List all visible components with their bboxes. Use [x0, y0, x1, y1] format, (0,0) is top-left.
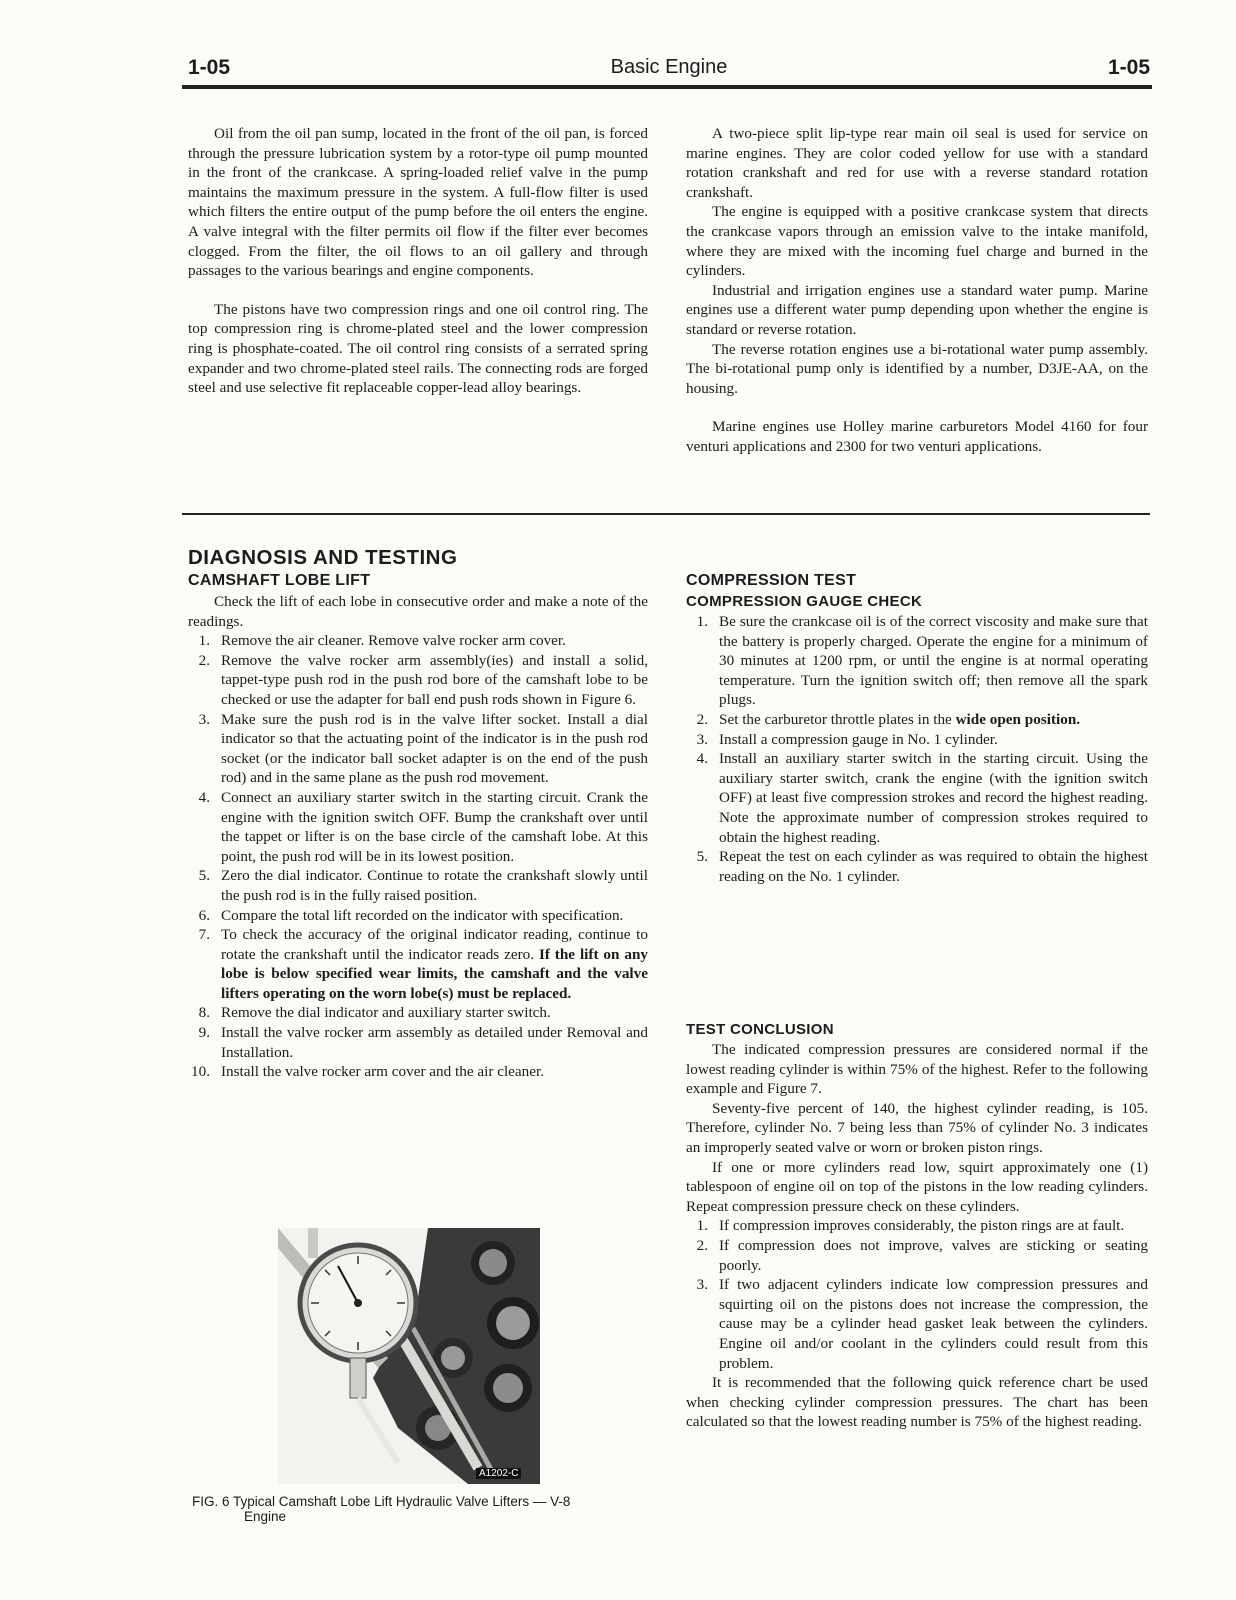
figure-caption: FIG. 6 Typical Camshaft Lobe Lift Hydraulic Valve Lifters — V-8 Engine: [192, 1494, 571, 1524]
paragraph: The engine is equipped with a positive crankcase system that directs the crankcase vapors through an emission valve to the intake manifold, where they are mixed with the incoming fuel charge and burned in the cylinders.: [686, 203, 1148, 280]
list-item: 5. Zero the dial indicator. Continue to rotate the crankshaft slowly until the push rod is in the fully raised position.: [198, 867, 648, 904]
list-item: 6. Compare the total lift recorded on the indicator with specification.: [198, 906, 624, 924]
intro-paragraph: Check the lift of each lobe in consecutive order and make a note of the readings.: [188, 593, 648, 630]
compression-steps: [686, 612, 1148, 886]
list-item: 8. Remove the dial indicator and auxiliary starter switch.: [198, 1004, 551, 1022]
paragraph: Oil from the oil pan sump, located in the front of the oil pan, is forced through the pressure lubrication system by a rotor-type oil pump mounted in the front of the crankcase. A spring-loaded relief valve in the pump maintains the maximum pressure in the system. A full-flow filter is used which filters the entire output of the pump before the oil enters the engine. A valve integral with the filter permits oil flow if the filter ever becomes clogged. From the filter, the oil flows to an oil gallery and through passages to the various bearings and engine components.: [188, 125, 648, 280]
list-item: 2. Set the carburetor throttle plates in the wide open position.: [696, 710, 1081, 728]
list-item: 9. Install the valve rocker arm assembly as detailed under Removal and Installation.: [198, 1024, 648, 1061]
subsection-heading: TEST CONCLUSION: [686, 1021, 834, 1038]
page-title: Basic Engine: [610, 56, 728, 78]
paragraph: Seventy-five percent of 140, the highest cylinder reading, is 105. Therefore, cylinder No. 7 being less than 75% of cylinder No. 3 indicates an improperly seated valve or worn or broken piston rings.: [686, 1099, 1148, 1156]
list-item: 3. Make sure the push rod is in the valve lifter socket. Install a dial indicator so that the actuating point of the indicator is in the push rod socket (or the indicator ball socket adapter is on the end of the push rod) and in the same plane as the push rod movement.: [198, 710, 648, 787]
conclusion-steps: [686, 1216, 1148, 1373]
emphasis-text: wide open position.: [955, 710, 1081, 728]
list-item: 1. Remove the air cleaner. Remove valve rocker arm cover.: [198, 632, 566, 650]
figure-code: A1202-C: [476, 1468, 521, 1479]
compression-column: [686, 570, 1148, 886]
header-rule: [182, 85, 1152, 89]
list-item: 3. If two adjacent cylinders indicate low compression pressures and squirting oil on the pistons does not increase the compression, the cause may be a cylinder head gasket leak between the cylinders. Engine oil and/or coolant in the cylinders could result from this problem.: [696, 1276, 1148, 1372]
dial-indicator-figure: [278, 1228, 540, 1484]
list-item: 10. Install the valve rocker arm cover and the air cleaner.: [191, 1063, 544, 1081]
subsection-heading: COMPRESSION GAUGE CHECK: [686, 593, 923, 610]
paragraph: Industrial and irrigation engines use a standard water pump. Marine engines use a different water pump depending upon whether the engine is standard or reverse rotation.: [686, 281, 1148, 338]
test-conclusion-column: [686, 1020, 1148, 1432]
paragraph: The reverse rotation engines use a bi-rotational water pump assembly. The bi-rotational pump only is identified by a number, D3JE-AA, on the housing.: [686, 340, 1148, 397]
paragraph: Marine engines use Holley marine carburetors Model 4160 for four venturi applications and 2300 for two venturi applications.: [686, 418, 1148, 455]
list-item: 1. Be sure the crankcase oil is of the correct viscosity and make sure that the battery is properly charged. Operate the engine for a minimum of 30 minutes at 1200 rpm, or until the engine is at normal operating temperature. Turn the ignition switch off; then remove all the spark plugs.: [696, 613, 1148, 709]
top-left-column: [188, 124, 648, 398]
list-item: 4. Install an auxiliary starter switch in the starting circuit. Using the auxiliary starter switch, crank the engine (with the ignition switch OFF) at least five compression strokes and record the highest reading. Note the approximate number of compression strokes required to obtain the highest reading.: [696, 750, 1148, 846]
warning-text: If the lift on any lobe is below specified wear limits, the camshaft and the valve lifters operating on the worn lobe(s) must be replaced.: [221, 945, 648, 1002]
page-number-right: 1-05: [1107, 56, 1150, 79]
page-number-left: 1-05: [188, 56, 231, 79]
list-item: 3. Install a compression gauge in No. 1 cylinder.: [696, 730, 998, 748]
page-header: [188, 56, 1150, 86]
section-rule: [182, 513, 1150, 515]
paragraph: A two-piece split lip-type rear main oil seal is used for service on marine engines. They are color coded yellow for use with a standard rotation crankshaft and red for use with a reverse standard rotation crankshaft.: [686, 125, 1148, 201]
paragraph: It is recommended that the following quick reference chart be used when checking cylinder compression pressures. The chart has been calculated so that the lowest reading number is 75% of the highest reading.: [686, 1374, 1148, 1431]
list-item: 1. If compression improves considerably, the piston rings are at fault.: [696, 1217, 1125, 1235]
subsection-heading: CAMSHAFT LOBE LIFT: [188, 572, 371, 589]
paragraph: The pistons have two compression rings and one oil control ring. The top compression ring is chrome-plated steel and the lower compression ring is phosphate-coated. The oil control ring consists of a serrated spring expander and two chrome-plated steel rails. The connecting rods are forged steel and use selective fit replaceable copper-lead alloy bearings.: [188, 300, 648, 397]
paragraph: The indicated compression pressures are considered normal if the lowest reading cylinder is within 75% of the highest. Refer to the following example and Figure 7.: [686, 1041, 1148, 1098]
diagnosis-column: [188, 546, 648, 1082]
list-item: 4. Connect an auxiliary starter switch in the starting circuit. Crank the engine with the ignition switch OFF. Bump the crankshaft over until the tappet or lifter is on the base circle of the camshaft lobe. At this point, the push rod will be in its lowest position.: [198, 788, 648, 865]
list-item: 2. If compression does not improve, valves are sticking or seating poorly.: [696, 1236, 1148, 1274]
paragraph: If one or more cylinders read low, squirt approximately one (1) tablespoon of engine oil on top of the pistons in the low reading cylinders. Repeat compression pressure check on these cylinders.: [686, 1158, 1148, 1215]
top-right-column: [686, 124, 1148, 457]
list-item: 2. Remove the valve rocker arm assembly(ies) and install a solid, tappet-type push rod in the push rod bore of the camshaft lobe to be checked or use the adapter for ball end push rods shown in Figure 6.: [198, 651, 648, 708]
camshaft-steps: [188, 631, 648, 1082]
list-item: 7. To check the accuracy of the original indicator reading, continue to rotate the crankshaft until the indicator reads zero. If the lift on any lobe is below specified wear limits, the camshaft and the valve lifters operating on the worn lobe(s) must be replaced.: [198, 926, 648, 1002]
section-heading: DIAGNOSIS AND TESTING: [188, 546, 458, 569]
list-item: 5. Repeat the test on each cylinder as was required to obtain the highest reading on the No. 1 cylinder.: [696, 848, 1148, 885]
section-heading: COMPRESSION TEST: [686, 572, 857, 589]
